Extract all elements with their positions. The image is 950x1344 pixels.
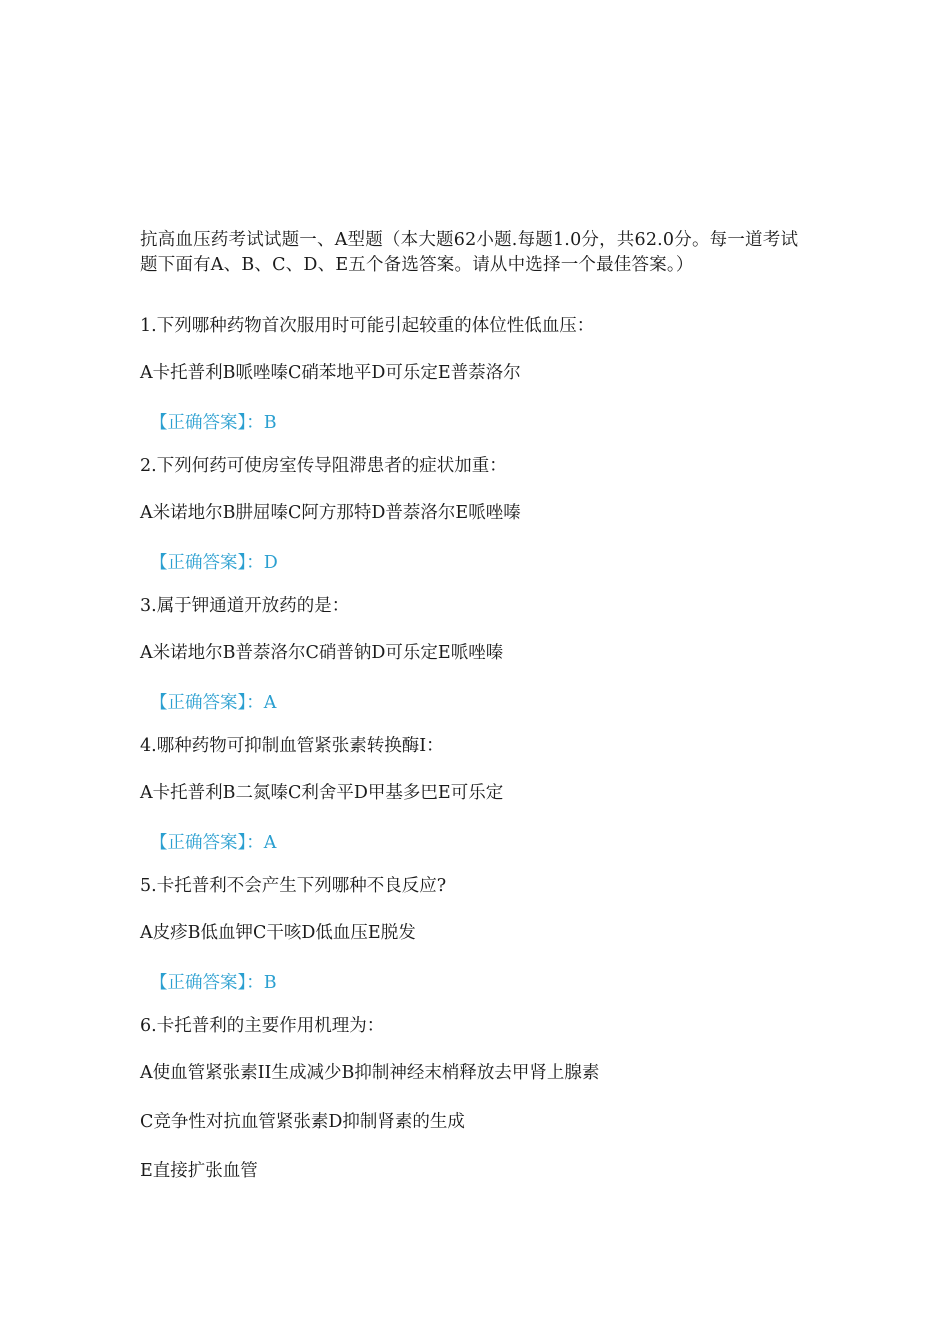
- correct-answer: [150, 971, 800, 995]
- exam-intro: 抗高血压药考试试题一、A型题（本大题62小题.每题1.0分，共62.0分。每一道考试题下面有A、B、C、D、E五个备选答案。请从中选择一个最佳答案。）: [140, 230, 799, 275]
- question-stem: 3.属于钾通道开放药的是：: [140, 596, 350, 616]
- correct-answer: [150, 411, 800, 435]
- answer-value: A: [263, 693, 277, 713]
- question-stem: 4.哪种药物可抑制血管紧张素转换酶I：: [140, 736, 444, 756]
- question-stem: 2.下列何药可使房室传导阻滞患者的症状加重：: [140, 456, 507, 476]
- question-5: [140, 874, 800, 995]
- answer-value: A: [263, 833, 277, 853]
- question-options: A皮疹B低血钾C干咳D低血压E脱发: [140, 923, 416, 943]
- question-stem: 6.卡托普利的主要作用机理为：: [140, 1016, 385, 1036]
- question-1: [140, 314, 800, 435]
- question-options: A卡托普利B二氮嗪C利舍平D甲基多巴E可乐定: [140, 783, 504, 803]
- answer-label: 【正确答案】：: [150, 553, 264, 573]
- question-3: [140, 594, 800, 715]
- correct-answer: [150, 551, 800, 575]
- question-stem: 5.卡托普利不会产生下列哪种不良反应?: [140, 876, 447, 896]
- question-6: [140, 1014, 800, 1183]
- question-option-line: A使血管紧张素II生成减少B抑制神经末梢释放去甲肾上腺素: [140, 1063, 600, 1083]
- document-page: [140, 228, 800, 1208]
- question-option-line: C竞争性对抗血管紧张素D抑制肾素的生成: [140, 1112, 465, 1132]
- question-2: [140, 454, 800, 575]
- answer-label: 【正确答案】：: [150, 833, 264, 853]
- correct-answer: [150, 691, 800, 715]
- answer-value: B: [263, 973, 277, 993]
- answer-label: 【正确答案】：: [150, 693, 264, 713]
- question-stem: 1.下列哪种药物首次服用时可能引起较重的体位性低血压：: [140, 316, 595, 336]
- question-4: [140, 734, 800, 855]
- question-options: A米诺地尔B普萘洛尔C硝普钠D可乐定E哌唑嗪: [140, 643, 504, 663]
- question-options: A卡托普利B哌唑嗪C硝苯地平D可乐定E普萘洛尔: [140, 363, 521, 383]
- answer-value: D: [263, 553, 278, 573]
- answer-value: B: [263, 413, 277, 433]
- answer-label: 【正确答案】：: [150, 973, 264, 993]
- question-options: A米诺地尔B肼屈嗪C阿方那特D普萘洛尔E哌唑嗪: [140, 503, 521, 523]
- question-option-line: E直接扩张血管: [140, 1161, 258, 1181]
- answer-label: 【正确答案】：: [150, 413, 264, 433]
- correct-answer: [150, 831, 800, 855]
